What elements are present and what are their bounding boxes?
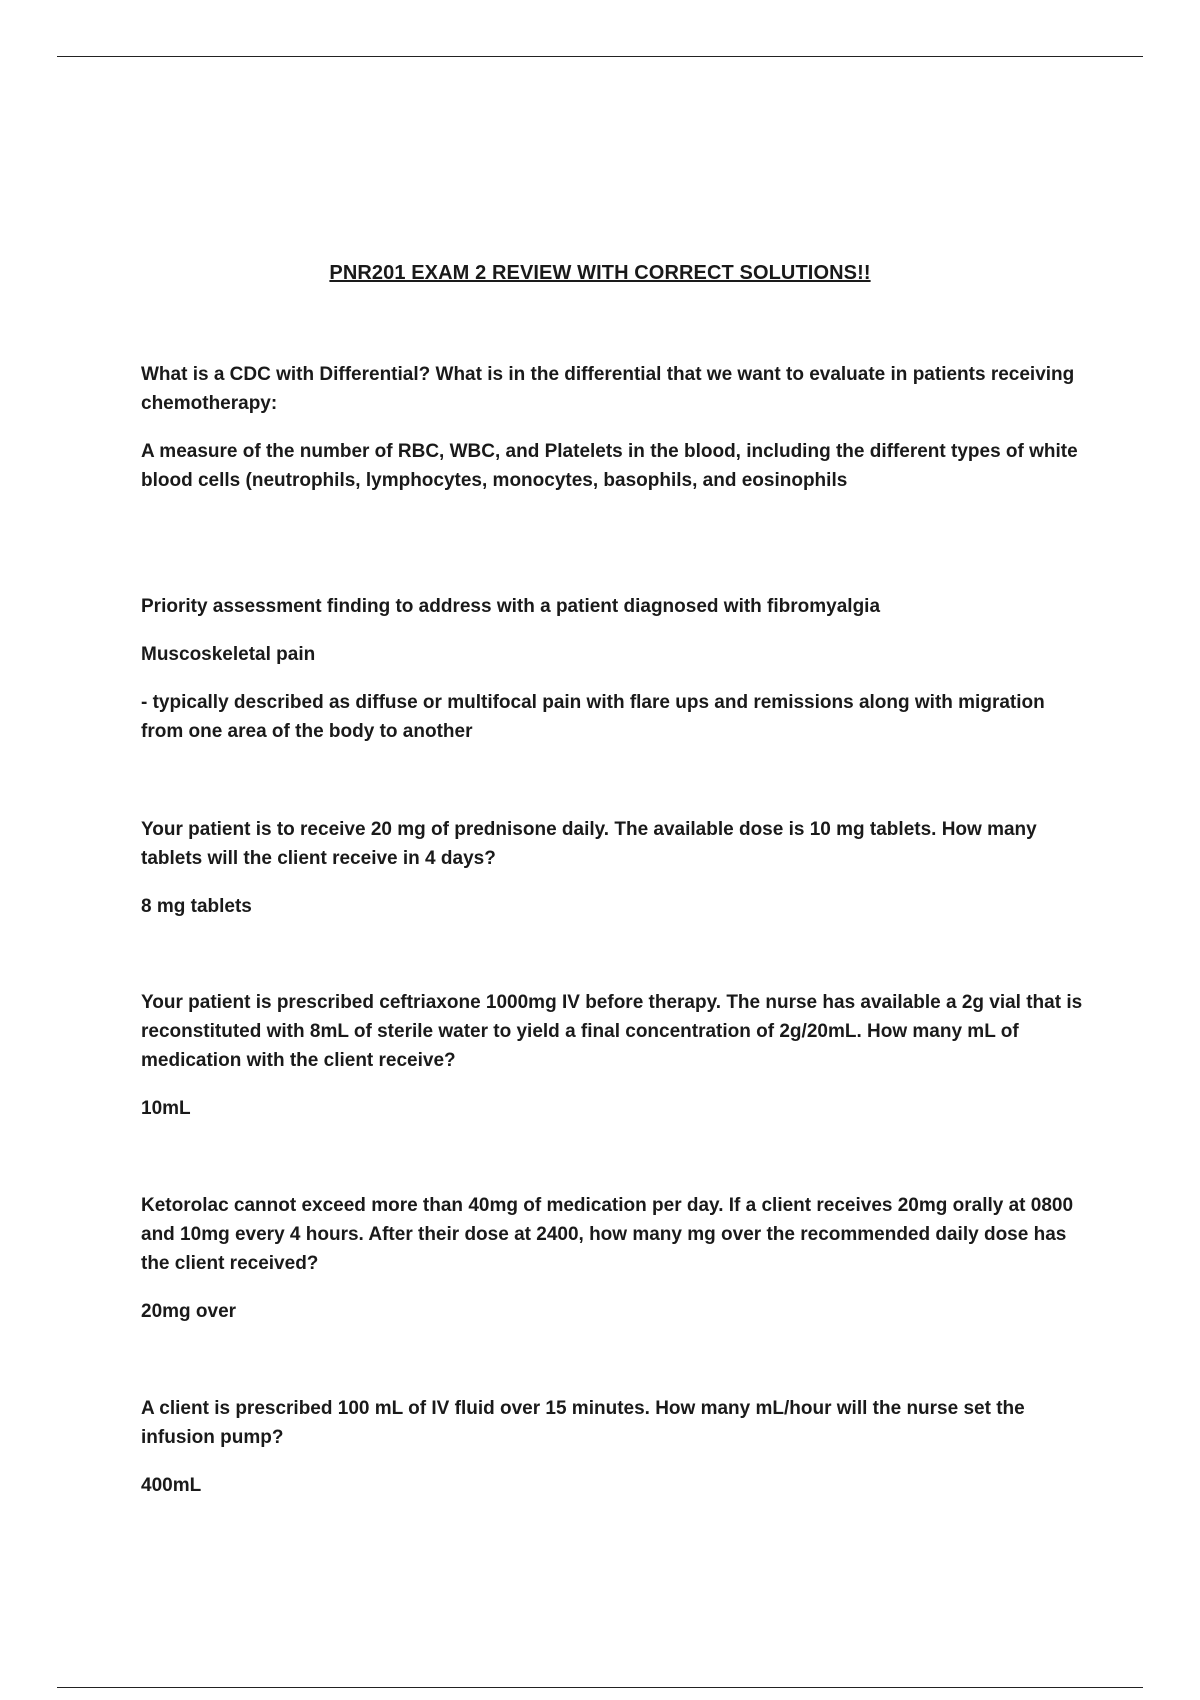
page-title: PNR201 EXAM 2 REVIEW WITH CORRECT SOLUTIONS!! bbox=[329, 262, 871, 284]
answer-2: Muscoskeletal pain bbox=[141, 644, 316, 665]
top-rule bbox=[57, 56, 1143, 57]
answer-4: 10mL bbox=[141, 1098, 191, 1119]
answer-5: 20mg over bbox=[141, 1301, 237, 1322]
qa-item-4 bbox=[141, 988, 1091, 1123]
answer-3: 8 mg tablets bbox=[141, 896, 252, 917]
question-3: Your patient is to receive 20 mg of prednisone daily. The available dose is 10 mg tablets. How many tablets will the client receive in 4 days? bbox=[141, 819, 1037, 869]
answer-2-note: - typically described as diffuse or multifocal pain with flare ups and remissions along with migration from one area of the body to another bbox=[141, 692, 1045, 742]
bottom-rule bbox=[57, 1687, 1143, 1688]
question-4: Your patient is prescribed ceftriaxone 1000mg IV before therapy. The nurse has available a 2g vial that is reconstituted with 8mL of sterile water to yield a final concentration of 2g/20mL. How many mL of medication with the client receive? bbox=[141, 992, 1083, 1071]
question-1: What is a CDC with Differential? What is in the differential that we want to evaluate in patients receiving chemotherapy: bbox=[141, 364, 1075, 414]
answer-1: A measure of the number of RBC, WBC, and Platelets in the blood, including the different types of white blood cells (neutrophils, lymphocytes, monocytes, basophils, and eosinophils bbox=[141, 441, 1078, 491]
answer-6: 400mL bbox=[141, 1475, 202, 1496]
question-5: Ketorolac cannot exceed more than 40mg of medication per day. If a client receives 20mg orally at 0800 and 10mg every 4 hours. After their dose at 2400, how many mg over the recommended daily dose has the client received? bbox=[141, 1195, 1074, 1274]
qa-item-3 bbox=[141, 815, 1091, 921]
question-2: Priority assessment finding to address with a patient diagnosed with fibromyalgia bbox=[141, 596, 881, 617]
qa-item-6 bbox=[141, 1394, 1091, 1500]
question-6: A client is prescribed 100 mL of IV fluid over 15 minutes. How many mL/hour will the nurse set the infusion pump? bbox=[141, 1398, 1025, 1448]
qa-item-1 bbox=[141, 360, 1091, 495]
qa-item-2 bbox=[141, 592, 1091, 746]
qa-item-5 bbox=[141, 1191, 1091, 1326]
